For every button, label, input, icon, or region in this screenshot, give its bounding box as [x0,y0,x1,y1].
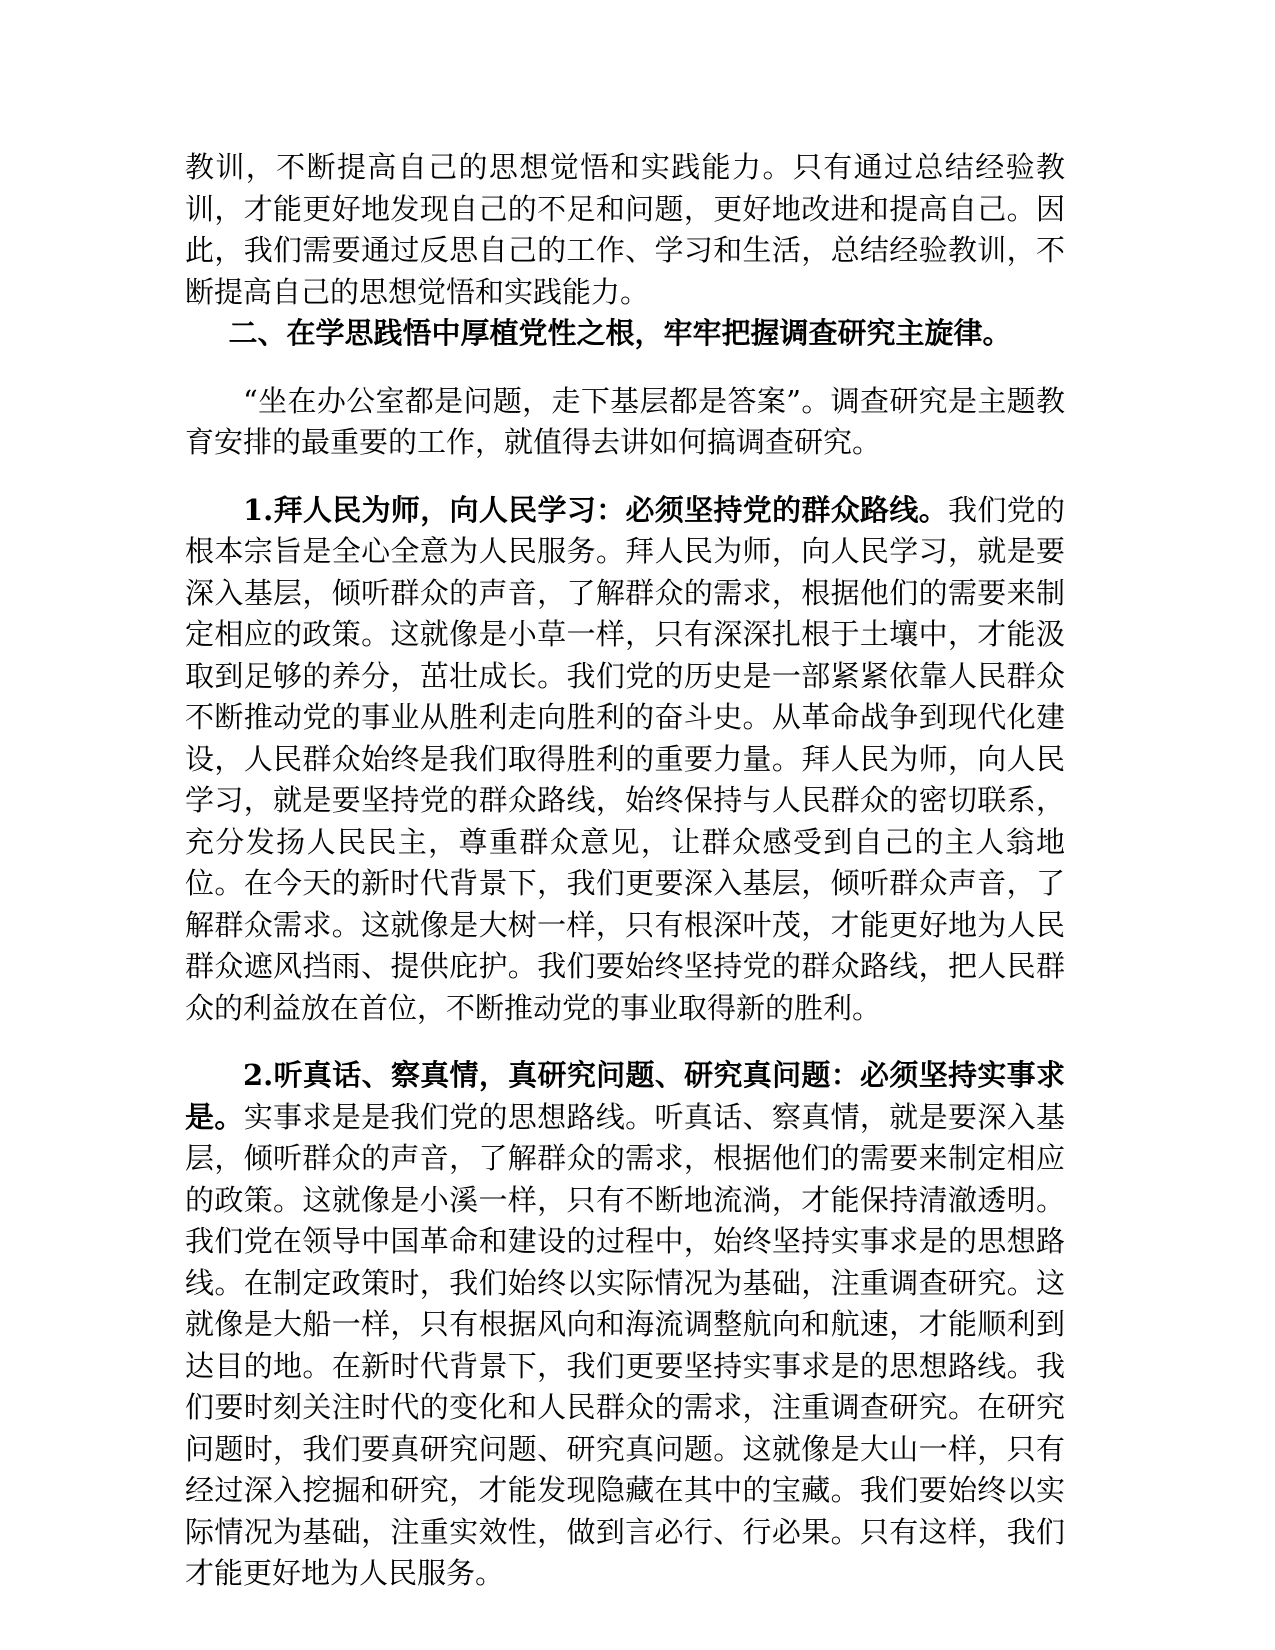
item-2-body: 实事求是是我们党的思想路线。听真话、察真情，就是要深入基层，倾听群众的声音，了解群众的需求，根据他们的需要来制定相应的政策。这就像是小溪一样，只有不断地流淌，才能保持清澈透明。我们党在领导中国革命和建设的过程中，始终坚持实事求是的思想路线。在制定政策时，我们始终以实际情况为基础，注重调查研究。这就像是大船一样，只有根据风向和海流调整航向和航速，才能顺利到达目的地。在新时代背景下，我们更要坚持实事求是的思想路线。我们要时刻关注时代的变化和人民群众的需求，注重调查研究。在研究问题时，我们要真研究问题、研究真问题。这就像是大山一样，只有经过深入挖掘和研究，才能发现隐藏在其中的宝藏。我们要始终以实际情况为基础，注重实效性，做到言必行、行必果。只有这样，我们才能更好地为人民服务。 [185,1099,1065,1590]
document-page [185,147,1065,1595]
paragraph-quote: “坐在办公室都是问题，走下基层都是答案”。调查研究是主题教育安排的最重要的工作，就值得去讲如何搞调查研究。 [185,383,1065,459]
item-1-lead: 1.拜人民为师，向人民学习：必须坚持党的群众路线。 [243,492,949,527]
section-heading: 二、在学思践悟中厚植党性之根，牢牢把握调查研究主旋律。 [228,316,1012,350]
item-1-body: 我们党的根本宗旨是全心全意为人民服务。拜人民为师，向人民学习，就是要深入基层，倾听群众的声音，了解群众的需求，根据他们的需要来制定相应的政策。这就像是小草一样，只有深深扎根于土壤中，才能汲取到足够的养分，茁壮成长。我们党的历史是一部紧紧依靠人民群众不断推动党的事业从胜利走向胜利的奋斗史。从革命战争到现代化建设，人民群众始终是我们取得胜利的重要力量。拜人民为师，向人民学习，就是要坚持党的群众路线，始终保持与人民群众的密切联系，充分发扬人民民主，尊重群众意见，让群众感受到自己的主人翁地位。在今天的新时代背景下，我们更要深入基层，倾听群众声音，了解群众需求。这就像是大树一样，只有根深叶茂，才能更好地为人民群众遮风挡雨、提供庇护。我们要始终坚持党的群众路线，把人民群众的利益放在首位，不断推动党的事业取得新的胜利。 [185,492,1065,1025]
paragraph-continuation: 教训，不断提高自己的思想觉悟和实践能力。只有通过总结经验教训，才能更好地发现自己的不足和问题，更好地改进和提高自己。因此，我们需要通过反思自己的工作、学习和生活，总结经验教训，不断提高自己的思想觉悟和实践能力。 [185,150,1065,309]
item-2-lead: 2.听真话、察真情，真研究问题、研究真问题：必须坚持实事求是。 [185,1058,1065,1134]
paragraph-item-1 [185,490,1065,1030]
paragraph-item-2 [185,1055,1065,1595]
